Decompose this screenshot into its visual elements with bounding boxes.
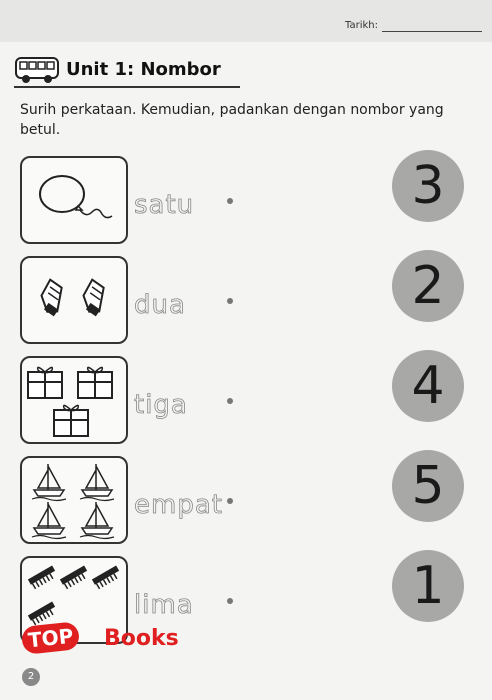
- header-bar: [0, 0, 492, 42]
- match-row: [0, 356, 492, 456]
- title-underline: [14, 86, 240, 88]
- sailboat-icon: [22, 458, 126, 542]
- number-label: 1: [411, 556, 445, 616]
- gift-box-icon: [22, 358, 126, 442]
- match-dot[interactable]: [227, 198, 233, 204]
- match-dot[interactable]: [227, 398, 233, 404]
- picture-box-shoes: [20, 256, 128, 344]
- match-dot[interactable]: [227, 498, 233, 504]
- number-circle[interactable]: [392, 450, 464, 522]
- number-label: 5: [411, 456, 445, 516]
- unit-title: Unit 1: Nombor: [66, 59, 221, 80]
- page-number: 2: [22, 668, 40, 686]
- number-circle[interactable]: [392, 250, 464, 322]
- match-dot[interactable]: [227, 298, 233, 304]
- trace-word[interactable]: tiga: [134, 390, 188, 420]
- brand-top-text: TOP: [21, 621, 81, 655]
- number-circle[interactable]: [392, 350, 464, 422]
- date-label: Tarikh:: [345, 20, 378, 31]
- date-field-line[interactable]: [382, 31, 482, 32]
- topbooks-watermark: [14, 620, 214, 660]
- match-row: [0, 156, 492, 256]
- number-circle[interactable]: [392, 150, 464, 222]
- match-dot[interactable]: [227, 598, 233, 604]
- trace-word[interactable]: satu: [134, 190, 195, 220]
- match-row: [0, 456, 492, 556]
- shoes-icon: [22, 258, 126, 342]
- instruction-text: Surih perkataan. Kemudian, padankan dengan nombor yang betul.: [20, 102, 444, 138]
- number-circle[interactable]: [392, 550, 464, 622]
- picture-box-gifts: [20, 356, 128, 444]
- unit-title-row: [14, 56, 244, 86]
- number-label: 4: [411, 356, 445, 416]
- picture-box-sailboats: [20, 456, 128, 544]
- bus-icon: [14, 56, 60, 84]
- trace-word[interactable]: empat: [134, 490, 223, 520]
- number-label: 3: [411, 156, 445, 216]
- brand-books-text: Books: [104, 626, 179, 651]
- trace-word[interactable]: dua: [134, 290, 186, 320]
- number-label: 2: [411, 256, 445, 316]
- picture-box-balloon: [20, 156, 128, 244]
- match-row: [0, 256, 492, 356]
- balloon-icon: [22, 158, 126, 242]
- trace-word[interactable]: lima: [134, 590, 194, 620]
